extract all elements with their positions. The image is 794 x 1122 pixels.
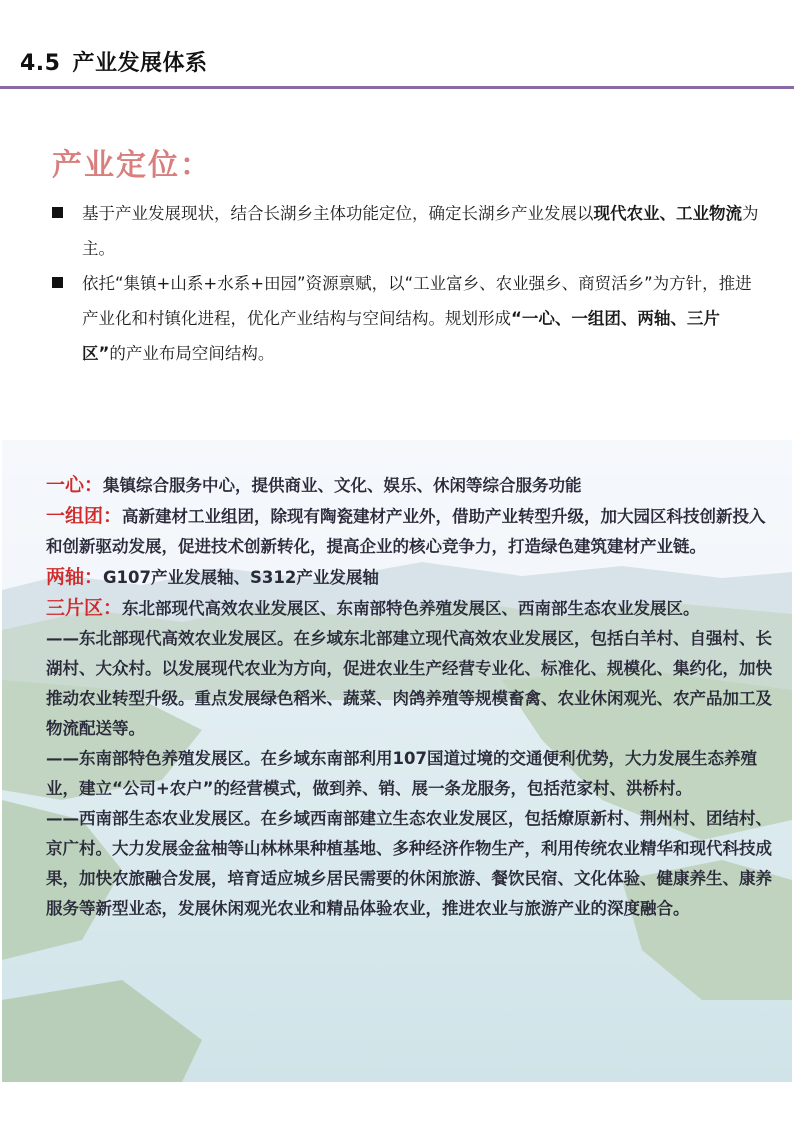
header-divider [0, 86, 794, 89]
bullet-text: 为主。 [82, 204, 759, 258]
bullet-bold-text: “一心、一组团、两轴、三片区” [82, 309, 720, 363]
landscape-photo-panel [2, 440, 792, 1082]
layout-item-two-axes [46, 562, 780, 593]
section-number: 4.5 [20, 51, 61, 76]
layout-item-three-zones [46, 593, 780, 624]
layout-item-text: 集镇综合服务中心，提供商业、文化、娱乐、休闲等综合服务功能 [103, 476, 582, 495]
section-title: 产业发展体系 [72, 51, 208, 76]
page-header [0, 0, 794, 90]
zone-southwest: ——西南部生态农业发展区。在乡域西南部建立生态农业发展区，包括燎原新村、荆州村、团结村、京广村。大力发展金盆柚等山林林果种植基地、多种经济作物生产，利用传统农业精华和现代科技成果，加快农旅融合发展，培育适应城乡居民需要的休闲旅游、餐饮民宿、文化体验、健康养生、康养服务等新型业态，发展休闲观光农业和精品体验农业，推进农业与旅游产业的深度融合。 [46, 809, 772, 918]
section-heading [20, 46, 208, 77]
zone-northeast: ——东北部现代高效农业发展区。在乡域东北部建立现代高效农业发展区，包括白羊村、自强村、长湖村、大众村。以发展现代农业为方向，促进农业生产经营专业化、标准化、规模化、集约化，加快推动农业转型升级。重点发展绿色稻米、蔬菜、肉鸽养殖等规模畜禽、农业休闲观光、农产品加工及物流配送等。 [46, 629, 772, 738]
bullet-text: 依托“集镇+山系+水系+田园”资源禀赋，以“工业富乡、农业强乡、商贸活乡”为方针，推进产业化和村镇化进程，优化产业结构与空间结构。规划形成 [82, 274, 752, 328]
bullet-item [50, 266, 760, 371]
bullet-text: 基于产业发展现状，结合长湖乡主体功能定位，确定长湖乡产业发展以 [82, 204, 594, 223]
layout-description [46, 470, 780, 924]
layout-item-label: 两轴： [46, 566, 104, 588]
square-bullet-icon [52, 207, 63, 218]
layout-item-text: 高新建材工业组团，除现有陶瓷建材产业外，借助产业转型升级，加大园区科技创新投入和创新驱动发展，促进技术创新转化，提高企业的核心竞争力，打造绿色建筑建材产业链。 [46, 507, 766, 556]
positioning-title: 产业定位： [52, 148, 212, 183]
bullet-item [50, 196, 760, 266]
layout-item-one-center [46, 470, 780, 501]
layout-item-one-cluster [46, 501, 780, 562]
layout-item-label: 一组团： [46, 505, 123, 527]
bullet-text: 的产业布局空间结构。 [109, 344, 275, 363]
positioning-bullet-list [50, 196, 760, 371]
zone-southeast: ——东南部特色养殖发展区。在乡域东南部利用107国道过境的交通便利优势，大力发展生态养殖业，建立“公司+农户”的经营模式，做到养、销、展一条龙服务，包括范家村、洪桥村。 [46, 749, 757, 798]
layout-item-label: 一心： [46, 474, 104, 496]
bullet-bold-text: 现代农业、工业物流 [593, 204, 742, 223]
layout-item-label: 三片区： [46, 597, 123, 619]
layout-item-text: 东北部现代高效农业发展区、东南部特色养殖发展区、西南部生态农业发展区。 [122, 599, 700, 618]
layout-item-text: G107产业发展轴、S312产业发展轴 [103, 568, 379, 587]
square-bullet-icon [52, 277, 63, 288]
